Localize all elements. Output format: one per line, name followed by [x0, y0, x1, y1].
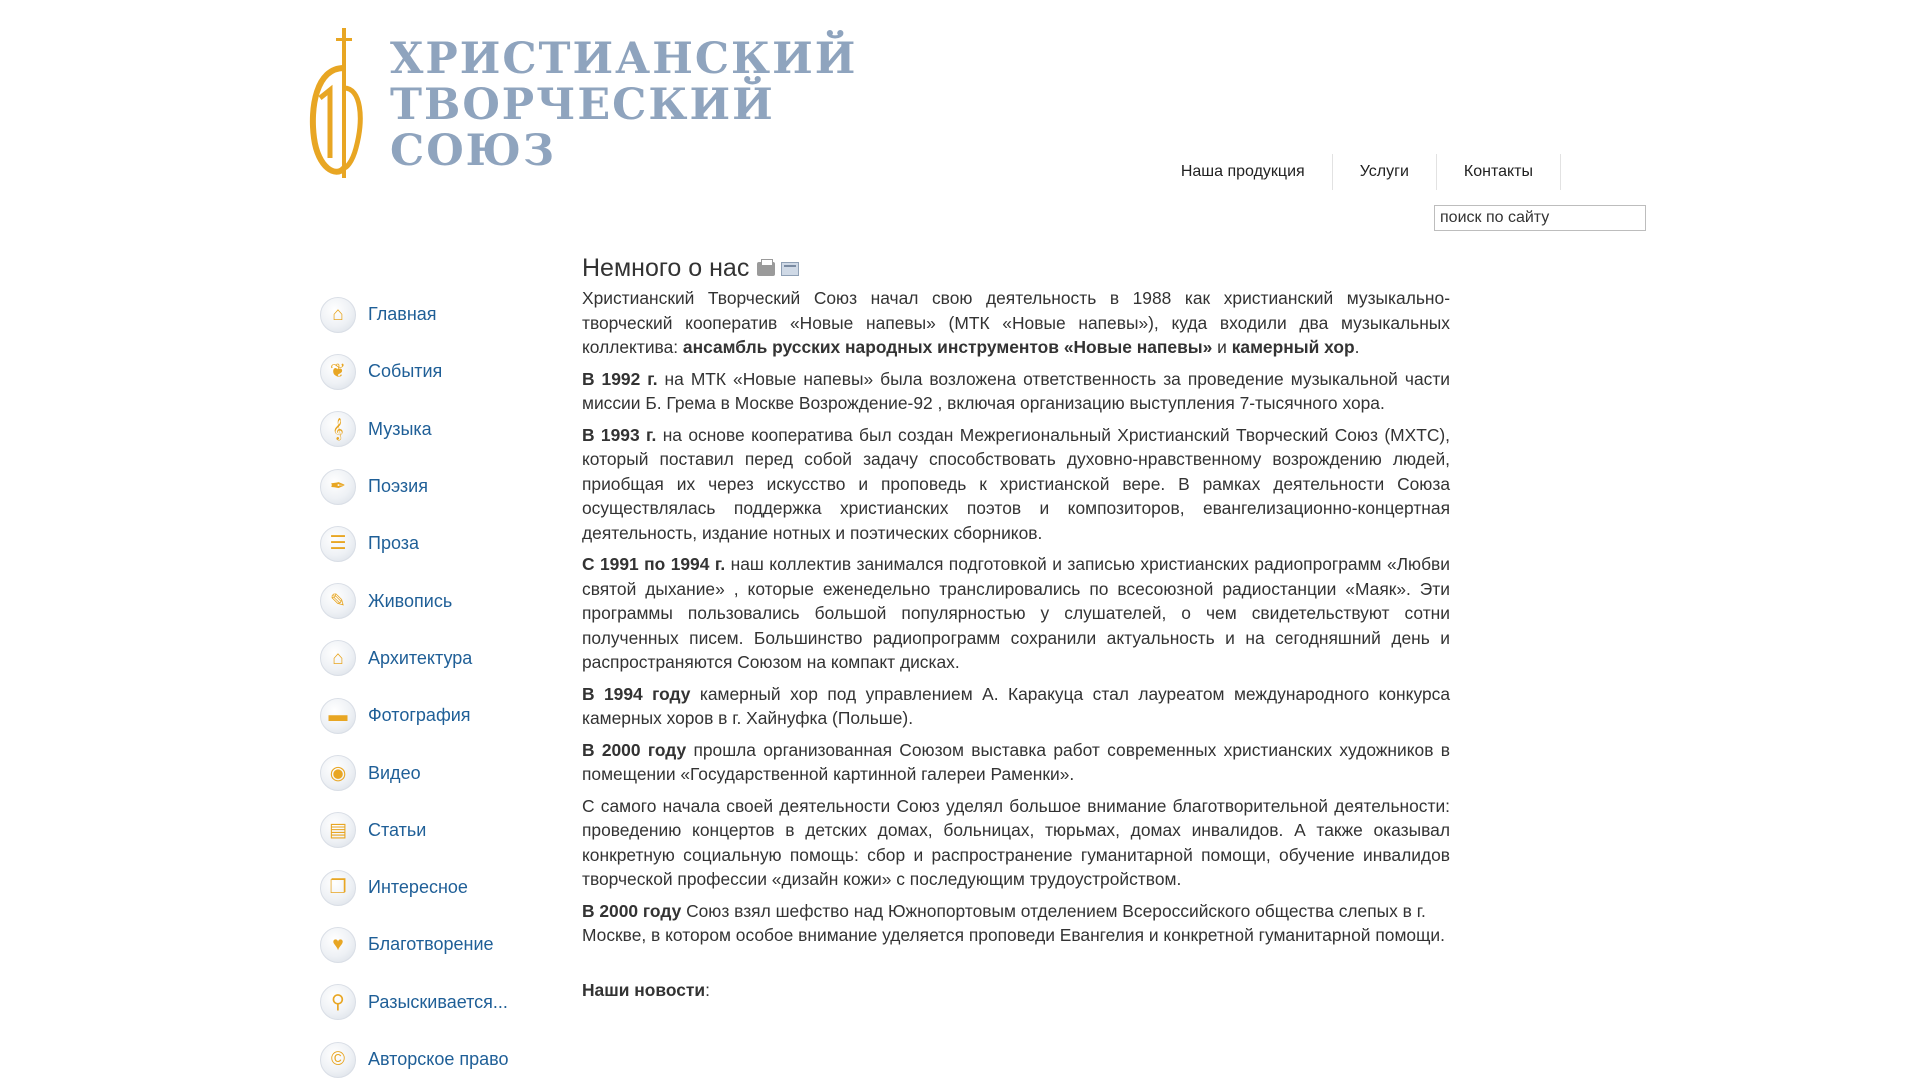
logo-line-1: ХРИСТИАНСКИЙ	[390, 34, 858, 84]
main-content	[582, 254, 1450, 1009]
sidebar-item-label: Разыскивается...	[368, 991, 508, 1012]
top-navigation	[1181, 154, 1561, 190]
paragraph-2000-exhibition: В 2000 году прошла организованная Союзом выставка работ современных христианских художников в помещении «Государственной картинной галереи Раменки».	[582, 739, 1450, 784]
building-icon: ⌂	[320, 640, 356, 676]
sidebar-item-label: Интересное	[368, 877, 468, 898]
paragraph-intro: Христианский Творческий Союз начал свою деятельность в 1988 как христианский музыкально-творческий кооператив «Новые напевы» (МТК «Новые напевы»), куда входили два музыкальных коллектива: ансамбль русских народных инструментов «Новые напевы» и камерный хор.	[582, 288, 1450, 357]
camera-icon: ◉	[320, 755, 356, 791]
copyright-icon: ©	[320, 1042, 356, 1078]
nav-products-link[interactable]: Наша продукция	[1181, 154, 1333, 190]
sidebar-item-12[interactable]	[320, 974, 550, 1031]
sidebar-item-label: Авторское право	[368, 1049, 509, 1069]
sidebar-item-label: Фотография	[368, 705, 471, 726]
quill-icon: ✒	[320, 469, 356, 505]
print-icon[interactable]	[757, 262, 775, 276]
sidebar-item-9[interactable]	[320, 802, 550, 859]
sidebar-item-label: Проза	[368, 533, 420, 554]
sidebar-item-2[interactable]	[320, 401, 550, 458]
nav-contacts-link[interactable]: Контакты	[1437, 154, 1561, 190]
sidebar-item-label: Архитектура	[368, 647, 473, 668]
sidebar-item-label: Статьи	[368, 819, 427, 840]
flame-icon: ❦	[320, 354, 356, 390]
sidebar-item-label: Музыка	[368, 418, 432, 439]
sidebar-item-4[interactable]	[320, 515, 550, 572]
sidebar-item-7[interactable]	[320, 687, 550, 744]
book-icon: ☰	[320, 526, 356, 562]
sidebar-item-3[interactable]	[320, 458, 550, 515]
sidebar-item-label: Поэзия	[368, 476, 428, 497]
sidebar-item-1[interactable]	[320, 343, 550, 400]
paragraph-charity: С самого начала своей деятельности Союз уделял большое внимание благотворительной деятельности: проведению концертов в детских домах, больницах, тюрьмах, домах инвалидов. А также оказывал конкретную социальную помощь: сбор и распространение гуманитарной помощи, обучение инвалидов творческой профессии «дизайн кожи» с последующим трудоустройством.	[582, 795, 1450, 889]
news-heading: Наши новости:	[582, 979, 710, 1000]
logo-cross-icon	[306, 28, 366, 178]
folder-icon: ▬	[320, 698, 356, 734]
sidebar-item-5[interactable]	[320, 572, 550, 629]
email-icon[interactable]	[781, 262, 799, 276]
sidebar-item-label: События	[368, 361, 443, 382]
site-search-input[interactable]	[1434, 205, 1646, 231]
site-logo[interactable]	[306, 28, 858, 178]
page-title-text: Немного о нас	[582, 254, 750, 282]
sidebar-item-11[interactable]	[320, 916, 550, 973]
sidebar-item-8[interactable]	[320, 744, 550, 801]
sidebar-menu	[320, 286, 550, 1088]
house-icon: ⌂	[320, 297, 356, 333]
paragraph-1992: В 1992 г. на МТК «Новые напевы» была возложена ответственность за проведение музыкальной части миссии Б. Грема в Москве Возрождение-92 , включая организацию выступления 7-тысячного хора.	[582, 368, 1450, 413]
sidebar-item-label: Главная	[368, 304, 437, 325]
paragraph-1993: В 1993 г. на основе кооператива был создан Межрегиональный Христианский Творческий Союз (МХТС), который поставил перед собой задачу способствовать духовно-нравственному возрождению людей, приобщая их через искусство и проповедь к христианской вере. В рамках деятельности Союза осуществлялась поддержка христианских поэтов и композиторов, евангелизационно-концертная деятельность, издание нотных и поэтических сборников.	[582, 424, 1451, 543]
paragraph-1994: В 1994 году камерный хор под управлением А. Каракуца стал лауреатом международного конкурса камерных хоров в г. Хайнуфка (Польше).	[582, 683, 1450, 728]
document-icon: ▤	[320, 812, 356, 848]
brush-icon: ✎	[320, 583, 356, 619]
sidebar-item-10[interactable]	[320, 859, 550, 916]
magnifier-icon: ⚲	[320, 984, 356, 1020]
sidebar-item-label: Видео	[368, 762, 421, 783]
open-book-icon: ❐	[320, 870, 356, 906]
logo-wordmark	[390, 36, 857, 174]
treble-clef-icon: 𝄞	[320, 411, 356, 447]
sidebar-item-6[interactable]	[320, 630, 550, 687]
sidebar-item-label: Благотворение	[368, 934, 494, 955]
nav-services-link[interactable]: Услуги	[1333, 154, 1437, 190]
page-title	[582, 254, 1450, 283]
paragraph-2000-blind: В 2000 году Союз взял шефство над Южнопортовым отделением Всероссийского общества слепых в г. Москве, в котором особое внимание уделяется проповеди Евангелия и конкретной гуманитарной помощи.	[582, 900, 1445, 945]
sidebar-item-label: Живопись	[368, 590, 453, 611]
logo-line-2: ТВОРЧЕСКИЙ	[390, 80, 775, 130]
logo-line-3: СОЮЗ	[390, 126, 557, 176]
heart-icon: ♥	[320, 927, 356, 963]
sidebar-item-13[interactable]	[320, 1031, 550, 1088]
sidebar-item-0[interactable]	[320, 286, 550, 343]
paragraph-1991-1994: С 1991 по 1994 г. наш коллектив занимался подготовкой и записью христианских радиопрограмм «Любви святой дыхание» , которые еженедельно транслировались по всесоюзной радиостанции «Маяк». Эти программы пользовались большой популярностью у слушателей, о чем свидетельствуют сотни полученных писем. Большинство радиопрограмм сохранили актуальность и на сегодняшний день и распространяются Союзом на компакт дисках.	[582, 554, 1450, 672]
